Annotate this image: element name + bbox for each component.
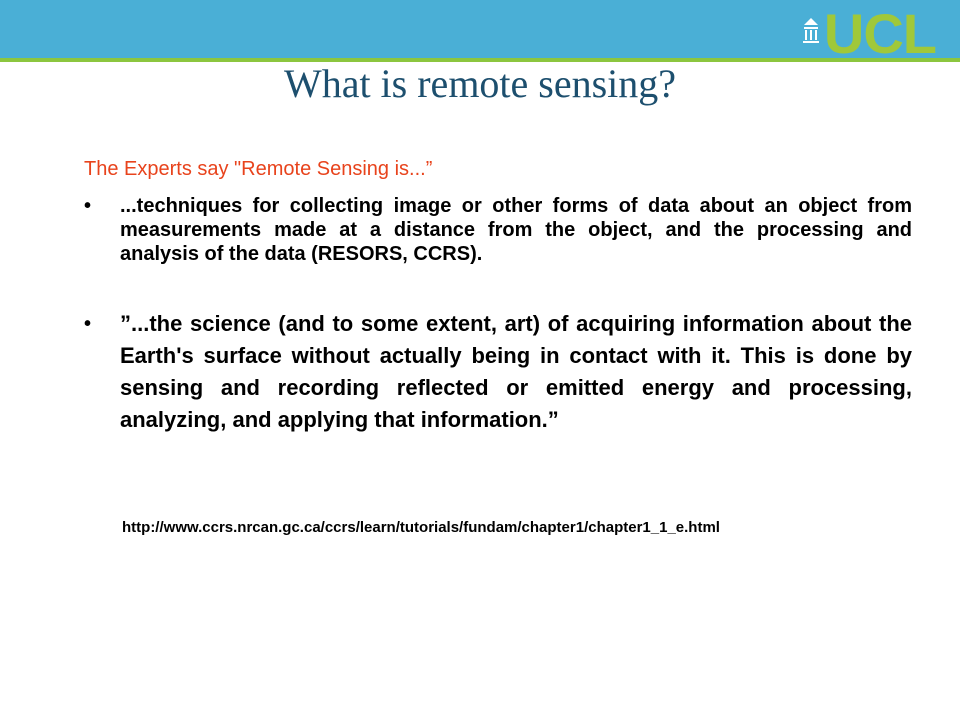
list-item <box>84 194 912 266</box>
bullet-text: ”...the science (and to some extent, art) of acquiring information about the Earth's surface without actually being in contact with it. This is done by sensing and recording reflected or emitted energy and processing, analyzing, and applying that information.” <box>120 311 912 432</box>
page-title: What is remote sensing? <box>283 61 677 106</box>
source-link[interactable]: http://www.ccrs.nrcan.gc.ca/ccrs/learn/tutorials/fundam/chapter1/chapter1_1_e.html <box>122 519 720 536</box>
bullet-marker: • <box>84 313 92 335</box>
logo-text: UCL <box>823 2 936 65</box>
ucl-portico-icon <box>802 16 820 44</box>
bullet-marker: • <box>84 195 92 217</box>
list-item <box>84 308 912 436</box>
bullet-list <box>84 194 912 436</box>
ucl-logo <box>802 4 936 64</box>
intro-text: The Experts say "Remote Sensing is...” <box>84 158 433 180</box>
bullet-text: ...techniques for collecting image or other forms of data about an object from measurements made at a distance from the object, and the processing and analysis of the data (RESORS, CCRS). <box>120 195 912 265</box>
